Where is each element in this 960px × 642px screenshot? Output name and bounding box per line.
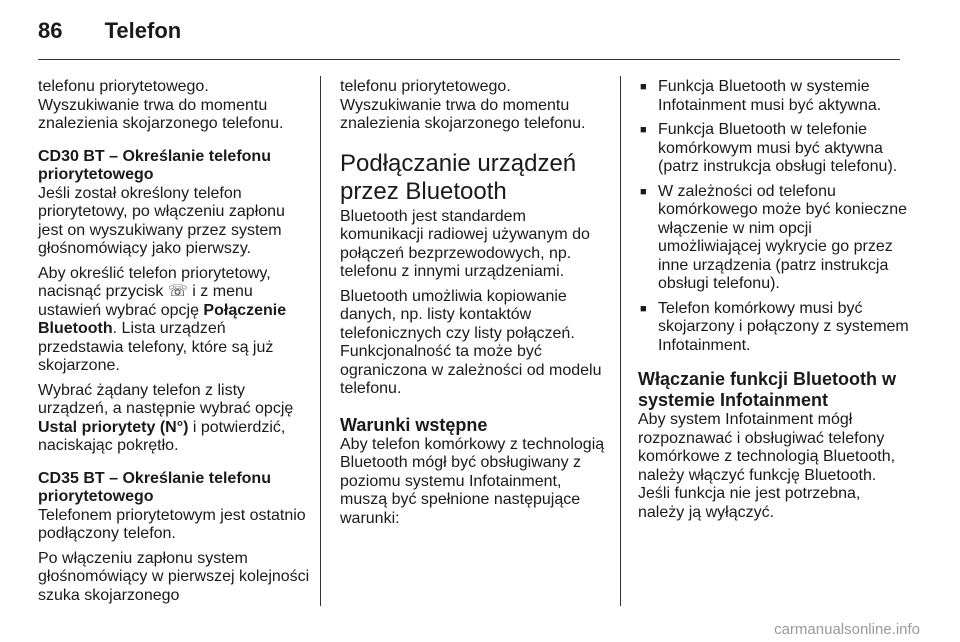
paragraph: Bluetooth umożliwia kopiowanie danych, np. listy kontaktów telefonicznych czy listy połączeń. Funkcjonalność ta może być ograniczona w zależności od modelu telefonu.	[340, 287, 602, 397]
paragraph: Aby telefon komórkowy z technologią Bluetooth mógł być obsługiwany z poziomu systemu Infotainment, muszą być spełnione następujące warunki:	[340, 435, 605, 527]
paragraph: telefonu priorytetowego. Wyszukiwanie trwa do momentu znalezienia skojarzonego telefonu.	[340, 78, 586, 132]
paragraph: Telefonem priorytetowym jest ostatnio podłączony telefon.	[38, 506, 306, 542]
paragraph: Bluetooth jest standardem komunikacji radiowej używanym do połączeń bezprzewodowych, np. telefonu z innymi urządzeniami.	[340, 207, 590, 280]
section-heading: Podłączanie urządzeń przez Bluetooth	[340, 149, 577, 205]
list-item: ■ Funkcja Bluetooth w telefonie komórkowym musi być aktywna (patrz instrukcja obsługi telefonu).	[638, 121, 910, 177]
list-item: ■ W zależności od telefonu komórkowego może być konieczne włączenie w nim opcji umożliwiającej wykrycie go przez inne urządzenia (patrz instrukcja obsługi telefonu).	[638, 183, 910, 294]
header-rule	[38, 59, 900, 60]
column-divider	[320, 76, 321, 606]
page-number: 86	[38, 18, 63, 43]
paragraph: Aby określić telefon priorytetowy, nacisnąć przycisk ☏ i z menu ustawień wybrać opcję Połączenie Bluetooth. Lista urządzeń przedstawia telefony, które są już skojarzone.	[38, 264, 287, 374]
requirements-list	[638, 78, 910, 355]
menu-option: Połączenie Bluetooth	[38, 301, 287, 337]
list-item: ■ Funkcja Bluetooth w systemie Infotainment musi być aktywna.	[638, 78, 910, 115]
watermark: carmanualsonline.info	[774, 621, 920, 638]
paragraph: Aby system Infotainment mógł rozpoznawać i obsługiwać telefony komórkowe z technologią Bluetooth, należy włączyć funkcję Bluetooth. Jeśli funkcja nie jest potrzebna, należy ją wyłączyć.	[638, 411, 896, 521]
subsection-heading: Warunki wstępne	[340, 414, 488, 435]
column-2	[340, 78, 612, 534]
column-divider	[620, 76, 621, 606]
column-1	[38, 78, 310, 611]
page-header	[38, 18, 181, 44]
menu-option: Ustal priorytety (N°)	[38, 418, 189, 436]
subheading-cd30: CD30 BT – Określanie telefonu priorytetowego	[38, 147, 271, 183]
phone-icon: ☏	[167, 283, 188, 300]
subheading-cd35: CD35 BT – Określanie telefonu priorytetowego	[38, 469, 271, 505]
paragraph: telefonu priorytetowego. Wyszukiwanie trwa do momentu znalezienia skojarzonego telefonu.	[38, 78, 284, 132]
paragraph: Po włączeniu zapłonu system głośnomówiący w pierwszej kolejności szuka skojarzonego	[38, 549, 310, 604]
subsection-heading: Włączanie funkcji Bluetooth w systemie Infotainment	[638, 369, 897, 410]
paragraph: Jeśli został określony telefon priorytetowy, po włączeniu zapłonu jest on wyszukiwany przez system głośnomówiący jako pierwszy.	[38, 184, 285, 257]
paragraph: Wybrać żądany telefon z listy urządzeń, a następnie wybrać opcję Ustal priorytety (N°) i potwierdzić, naciskając pokrętło.	[38, 381, 294, 454]
column-3	[638, 78, 910, 528]
list-item: ■ Telefon komórkowy musi być skojarzony i połączony z systemem Infotainment.	[638, 300, 910, 356]
page-title: Telefon	[104, 18, 182, 43]
